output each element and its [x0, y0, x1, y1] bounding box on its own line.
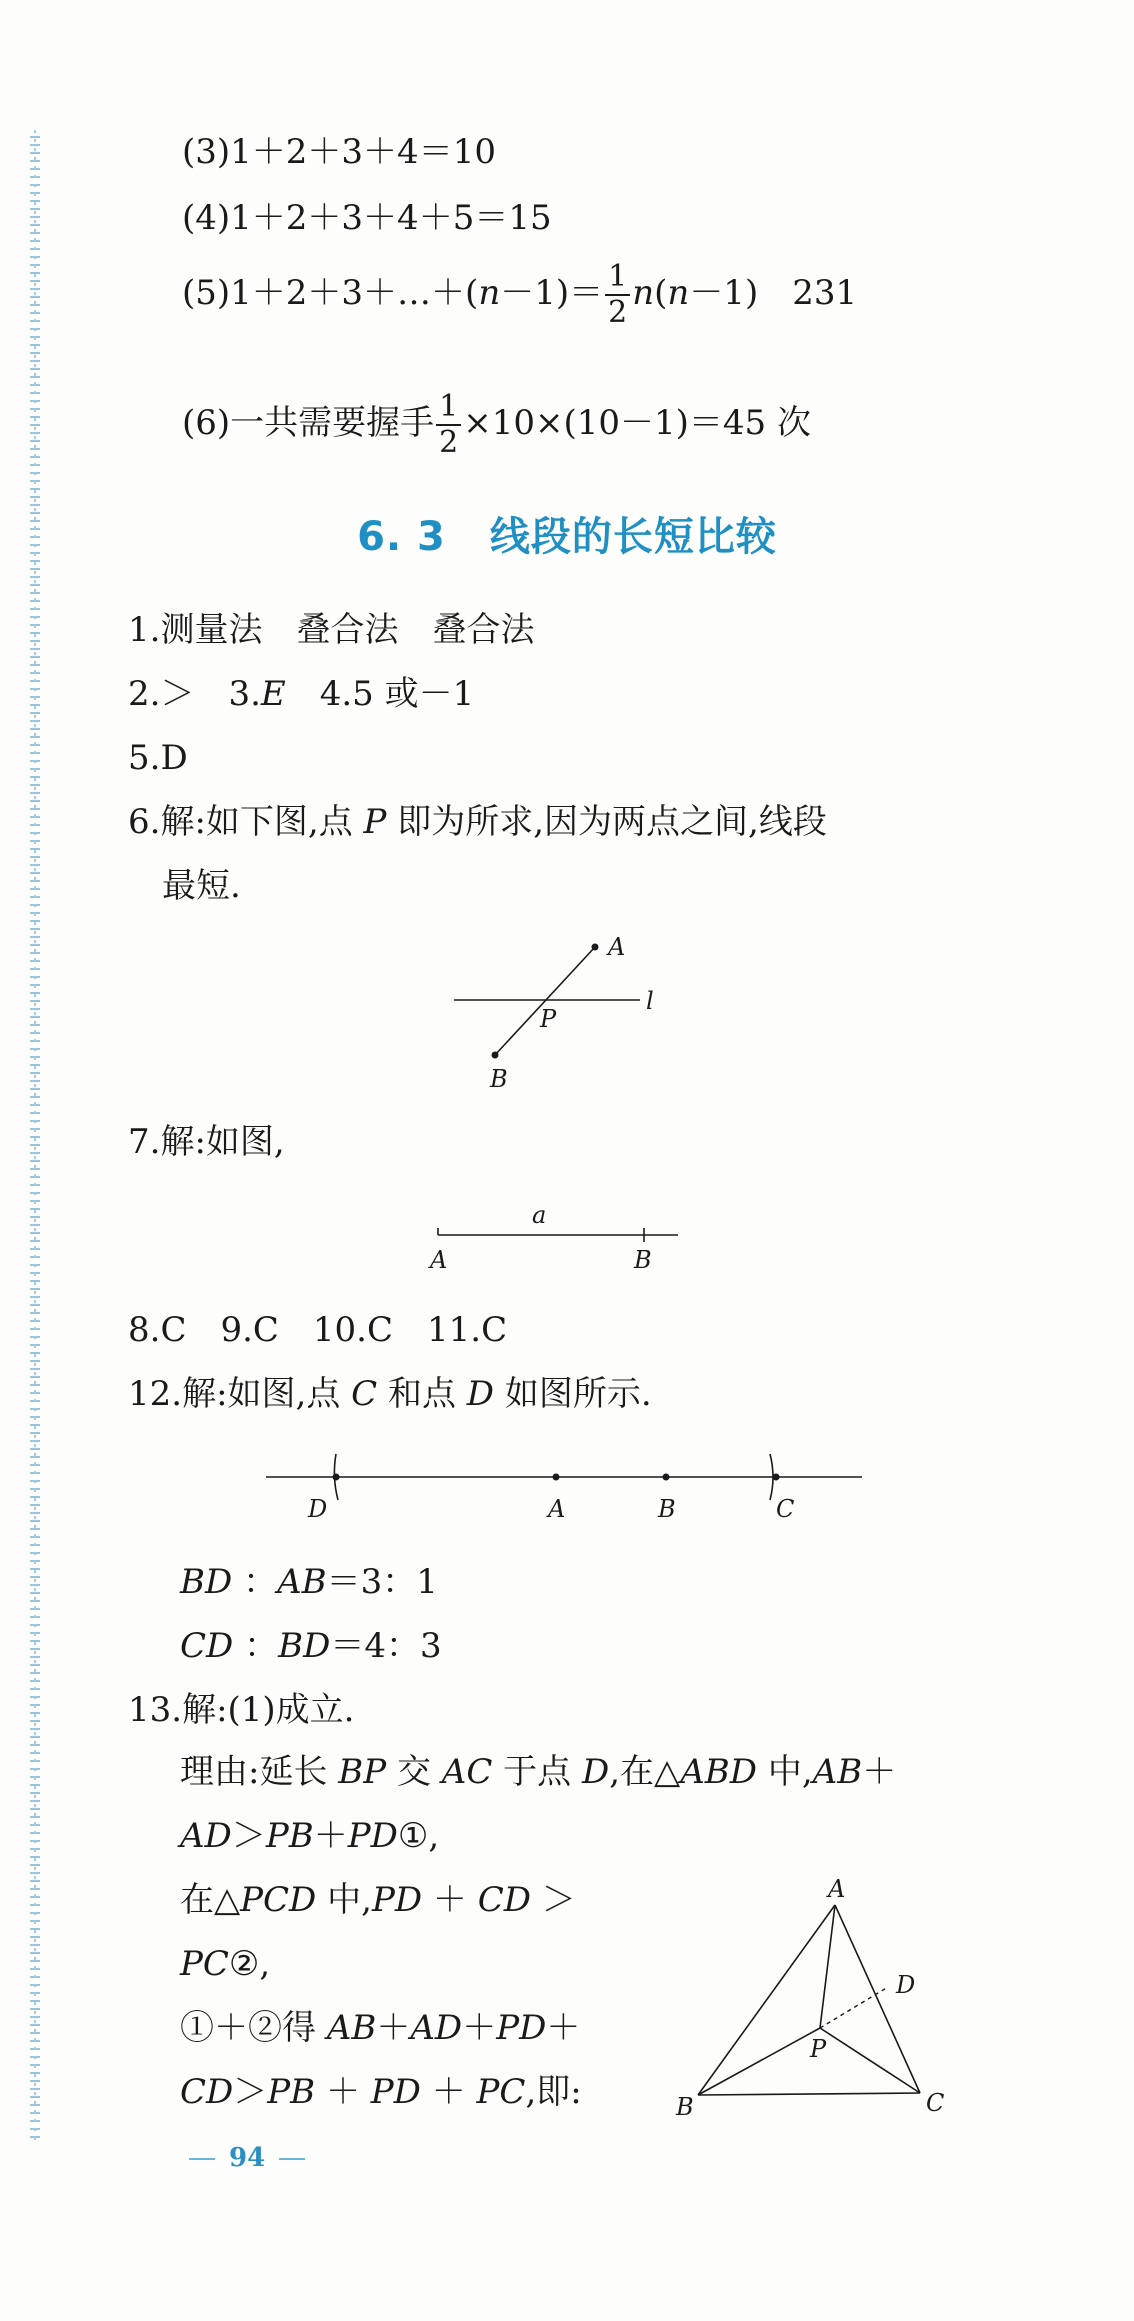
- answer-7: 7.解:如图,: [128, 1122, 285, 1162]
- proof-line-4: PC②,: [180, 1944, 271, 1984]
- proof-line-1: 理由:延长 BP 交 AC 于点 D,在△ABD 中,AB＋: [180, 1752, 897, 1792]
- proof-line-6: CD＞PB ＋ PD ＋ PC,即:: [180, 2072, 582, 2112]
- answer-line-5: (5)1＋2＋3＋…＋(n－1)＝ $\frac{1}{2}$ n(n－1) 231: [182, 259, 858, 330]
- answer-13: 13.解:(1)成立.: [128, 1690, 355, 1730]
- fraction-half: $\frac{1}{2}$: [605, 260, 630, 330]
- fig13-label-b: B: [676, 2093, 694, 2121]
- fig7-label-a-lower: a: [532, 1201, 547, 1229]
- margin-decoration: [30, 130, 40, 2140]
- fraction-half: $\frac{1}{2}$: [436, 390, 461, 460]
- fig13-label-p: P: [810, 2035, 827, 2063]
- ratio-bd-ab: BD ：AB＝3：1: [180, 1562, 438, 1602]
- fig6-label-l: l: [646, 987, 654, 1015]
- fig12-label-b: B: [658, 1495, 676, 1523]
- fig13-label-d: D: [896, 1971, 916, 1999]
- answer-line-4: (4)1＋2＋3＋4＋5＝15: [182, 198, 552, 238]
- figure-12-number-line: [260, 1440, 880, 1525]
- proof-line-5: ①＋②得 AB＋AD＋PD＋: [180, 2008, 581, 2048]
- fig12-label-d: D: [308, 1495, 328, 1523]
- answer-6: 6.解:如下图,点 P 即为所求,因为两点之间,线段: [128, 802, 827, 842]
- fig12-label-c: C: [776, 1495, 795, 1523]
- fig7-label-a: A: [430, 1246, 448, 1274]
- answer-8-11: 8.C 9.C 10.C 11.C: [128, 1310, 508, 1350]
- fig6-label-a: A: [608, 933, 626, 961]
- figure-6-line-diagram: [440, 925, 680, 1100]
- answer-6-continued: 最短.: [162, 866, 241, 906]
- answer-line-3: (3)1＋2＋3＋4＝10: [182, 132, 496, 172]
- fig13-label-a: A: [828, 1875, 846, 1903]
- answer-line-6: (6)一共需要握手 $\frac{1}{2}$ ×10×(10－1)＝45 次: [182, 389, 812, 460]
- fig6-label-p: P: [540, 1005, 557, 1033]
- answer-1: 1.测量法 叠合法 叠合法: [128, 610, 535, 650]
- section-title: 6. 3 线段的长短比较: [357, 514, 777, 560]
- answer-12: 12.解:如图,点 C 和点 D 如图所示.: [128, 1374, 652, 1414]
- fig12-label-a: A: [548, 1495, 566, 1523]
- page-number: 94: [175, 2143, 319, 2173]
- answer-2-4: 2.＞ 3.E 4.5 或－1: [128, 674, 475, 714]
- figure-13-triangle: [660, 1875, 970, 2125]
- figure-7-segment: [420, 1195, 700, 1285]
- ratio-cd-bd: CD ：BD＝4：3: [180, 1626, 442, 1666]
- fig6-label-b: B: [490, 1065, 508, 1093]
- fig13-label-c: C: [926, 2089, 945, 2117]
- proof-line-3: 在△PCD 中,PD ＋ CD ＞: [180, 1880, 576, 1920]
- proof-line-2: AD＞PB＋PD①,: [180, 1816, 440, 1856]
- answer-5: 5.D: [128, 738, 188, 778]
- fig7-label-b: B: [634, 1246, 652, 1274]
